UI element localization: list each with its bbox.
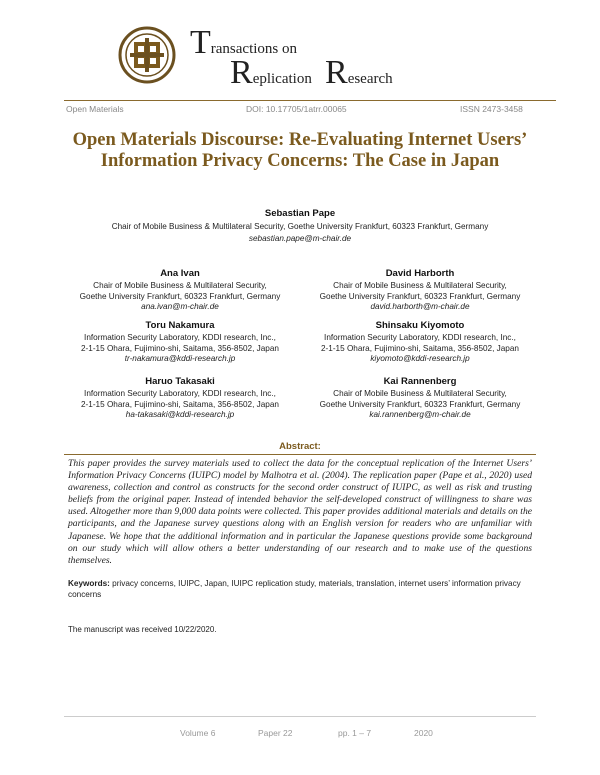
author-block [60, 320, 300, 363]
author-affiliation-line-1: Information Security Laboratory, KDDI research, Inc., [84, 389, 276, 398]
author-affiliation-line-1: Information Security Laboratory, KDDI research, Inc., [324, 333, 516, 342]
author-name: David Harborth [385, 268, 455, 279]
author-email: kiyomoto@kddi-research.jp [370, 354, 470, 363]
author-affiliation-line-1: Chair of Mobile Business & Multilateral Security, [333, 281, 507, 290]
journal-title-line-2b [325, 56, 393, 90]
abstract-rule [64, 454, 536, 455]
keywords-label: Keywords: [68, 579, 110, 588]
author-email: david.harborth@m-chair.de [370, 302, 470, 311]
author-affiliation-line-2: Goethe University Frankfurt, 60323 Frankfurt, Germany [319, 292, 521, 301]
journal-letter-t: T [190, 24, 211, 61]
author-name: Sebastian Pape [264, 208, 336, 219]
journal-logo-icon [116, 24, 178, 86]
footer-pages: pp. 1 – 7 [338, 728, 372, 738]
footer-volume: Volume 6 [180, 728, 216, 738]
abstract-text: This paper provides the survey materials used to collect the data for the conceptual replication of the Internet Users’ Information Privacy Concerns (IUIPC) model by Malhotra et al. (2004). The replication paper (Pape et al., 2020) used awareness, collection and control as constructs for the second order construct of IUIPC, as well as risk and trusting beliefs from the original paper. Instead of intended behavior the self-developed construct of willingness to share was used. Altogether more than 9,000 data points were collected. This paper provides additional materials and details on the participants, and the Japanese survey questions along with an English version for readers who are unfamiliar with Japanese. We hope that the additional information and in particular the Japanese questions provide some background on our study which will allow others a better understanding of our research and to make use of the questions themselves. [68, 458, 532, 566]
author-block [300, 268, 540, 311]
section-label: Open Materials [66, 104, 124, 114]
abstract-heading: Abstract: [279, 441, 321, 452]
author-affiliation-line-2: 2-1-15 Ohara, Fujimino-shi, Saitama, 356-8502, Japan [321, 344, 519, 353]
footer-rule [64, 716, 536, 717]
journal-word-replication: eplication [252, 71, 312, 87]
issn-label: ISSN 2473-3458 [460, 104, 523, 114]
author-affiliation-line-1: Chair of Mobile Business & Multilateral Security, [93, 281, 267, 290]
author-email: kai.rannenberg@m-chair.de [369, 410, 471, 419]
lead-author-block [64, 208, 536, 243]
author-name: Kai Rannenberg [383, 376, 457, 387]
journal-title-line-2a [230, 56, 312, 90]
author-affiliation-line-1: Chair of Mobile Business & Multilateral Security, [333, 389, 507, 398]
keywords-text: privacy concerns, IUIPC, Japan, IUIPC replication study, materials, translation, internet users’ information privacy concerns [68, 579, 521, 599]
author-block [60, 376, 300, 419]
journal-letter-r1: R [230, 54, 253, 91]
footer-paper: Paper 22 [258, 728, 293, 738]
author-block [300, 320, 540, 363]
author-name: Toru Nakamura [145, 320, 215, 331]
author-name: Haruo Takasaki [145, 376, 215, 387]
journal-word-research: esearch [347, 71, 393, 87]
author-name: Ana Ivan [160, 268, 200, 279]
author-affiliation-line-2: Goethe University Frankfurt, 60323 Frankfurt, Germany [319, 400, 521, 409]
paper-title: Open Materials Discourse: Re-Evaluating Internet Users’ Information Privacy Concerns: The Case in Japan [72, 130, 528, 171]
received-note: The manuscript was received 10/22/2020. [68, 625, 217, 634]
keywords [68, 578, 532, 600]
header-rule [64, 100, 556, 101]
author-affiliation-line-2: 2-1-15 Ohara, Fujimino-shi, Saitama, 356-8502, Japan [81, 344, 279, 353]
author-affiliation-line-1: Information Security Laboratory, KDDI research, Inc., [84, 333, 276, 342]
author-email: tr-nakamura@kddi-research.jp [124, 354, 236, 363]
author-affiliation-line-2: Goethe University Frankfurt, 60323 Frankfurt, Germany [79, 292, 281, 301]
doi-label: DOI: 10.17705/1atrr.00065 [246, 104, 347, 114]
journal-letter-r2: R [325, 54, 348, 91]
author-affiliation-line-2: 2-1-15 Ohara, Fujimino-shi, Saitama, 356-8502, Japan [81, 400, 279, 409]
author-email: sebastian.pape@m-chair.de [248, 234, 352, 243]
author-name: Shinsaku Kiyomoto [375, 320, 465, 331]
author-affiliation: Chair of Mobile Business & Multilateral Security, Goethe University Frankfurt, 60323 Frankfurt, Germany [111, 222, 489, 231]
author-email: ha-takasaki@kddi-research.jp [125, 410, 235, 419]
footer-year: 2020 [414, 728, 433, 738]
journal-word-transactions: ransactions on [210, 41, 298, 57]
author-block [300, 376, 540, 419]
author-block [60, 268, 300, 311]
author-email: ana.ivan@m-chair.de [141, 302, 219, 311]
